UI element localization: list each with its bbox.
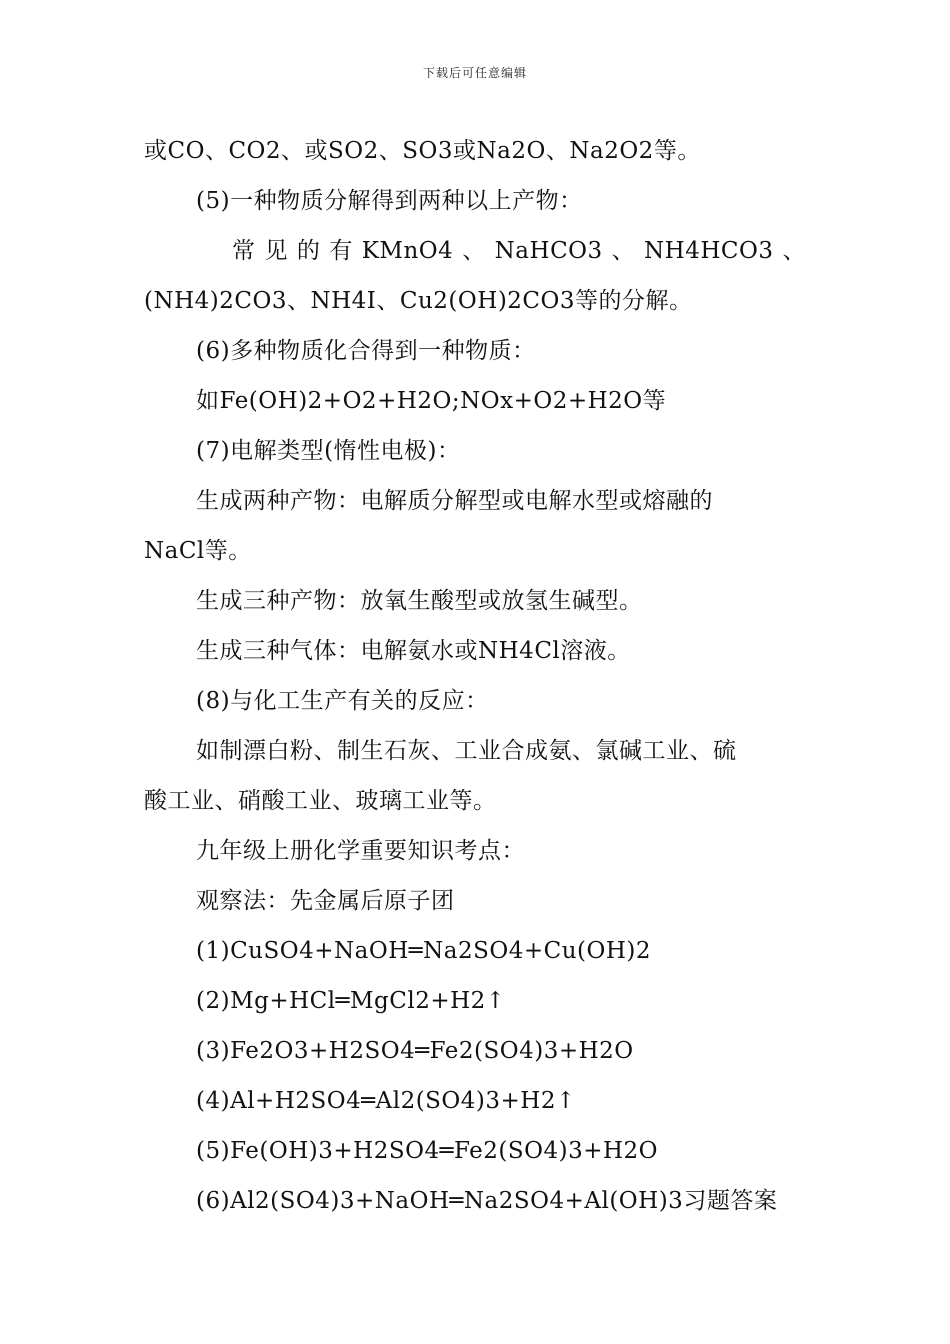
page-header: 下载后可任意编辑 <box>422 66 527 80</box>
document-body <box>144 126 806 1226</box>
text-token: 的 <box>296 238 321 264</box>
equation-line: (5)Fe(OH)3+H2SO4═Fe2(SO4)3+H2O <box>196 1138 659 1164</box>
text-token: 常 <box>232 238 256 264</box>
paragraph-line: 如制漂白粉、制生石灰、工业合成氨、氯碱工业、硫 <box>196 738 737 764</box>
paragraph-line: 酸工业、硝酸工业、玻璃工业等。 <box>144 788 497 814</box>
equation-line: (6)Al2(SO4)3+NaOH═Na2SO4+Al(OH)3习题答案 <box>196 1188 778 1214</box>
section-heading: (7)电解类型(惰性电极)： <box>196 438 461 464</box>
text-token: NaHCO3 <box>494 238 603 264</box>
text-token: KMnO4 <box>361 238 454 264</box>
equation-line: (1)CuSO4+NaOH═Na2SO4+Cu(OH)2 <box>196 938 651 964</box>
paragraph-line: 生成两种产物：电解质分解型或电解水型或熔融的 <box>196 488 713 514</box>
justified-line <box>144 226 806 276</box>
text-token: 见 <box>264 238 288 264</box>
paragraph-line: 如Fe(OH)2+O2+H2O;NOx+O2+H2O等 <box>196 388 667 414</box>
text-token: 、 <box>611 238 636 264</box>
section-heading: (8)与化工生产有关的反应： <box>196 688 489 714</box>
paragraph-line: 观察法：先金属后原子团 <box>196 888 455 914</box>
text-token: NH4HCO3 <box>644 238 774 264</box>
section-heading: (5)一种物质分解得到两种以上产物： <box>196 188 583 214</box>
text-token: 、 <box>782 238 806 264</box>
paragraph-line: (NH4)2CO3、NH4I、Cu2(OH)2CO3等的分解。 <box>144 288 693 314</box>
paragraph-line: 或CO、CO2、或SO2、SO3或Na2O、Na2O2等。 <box>144 138 701 164</box>
text-token: 、 <box>462 238 486 264</box>
paragraph-line: 生成三种产物：放氧生酸型或放氢生碱型。 <box>196 588 643 614</box>
equation-line: (3)Fe2O3+H2SO4═Fe2(SO4)3+H2O <box>196 1038 634 1064</box>
equation-line: (4)Al+H2SO4═Al2(SO4)3+H2↑ <box>196 1088 576 1114</box>
paragraph-line: NaCl等。 <box>144 538 252 564</box>
equation-line: (2)Mg+HCl═MgCl2+H2↑ <box>196 988 506 1014</box>
section-heading: (6)多种物质化合得到一种物质： <box>196 338 536 364</box>
text-token: 有 <box>329 238 353 264</box>
section-heading: 九年级上册化学重要知识考点： <box>196 838 525 864</box>
paragraph-line: 生成三种气体：电解氨水或NH4Cl溶液。 <box>196 638 631 664</box>
